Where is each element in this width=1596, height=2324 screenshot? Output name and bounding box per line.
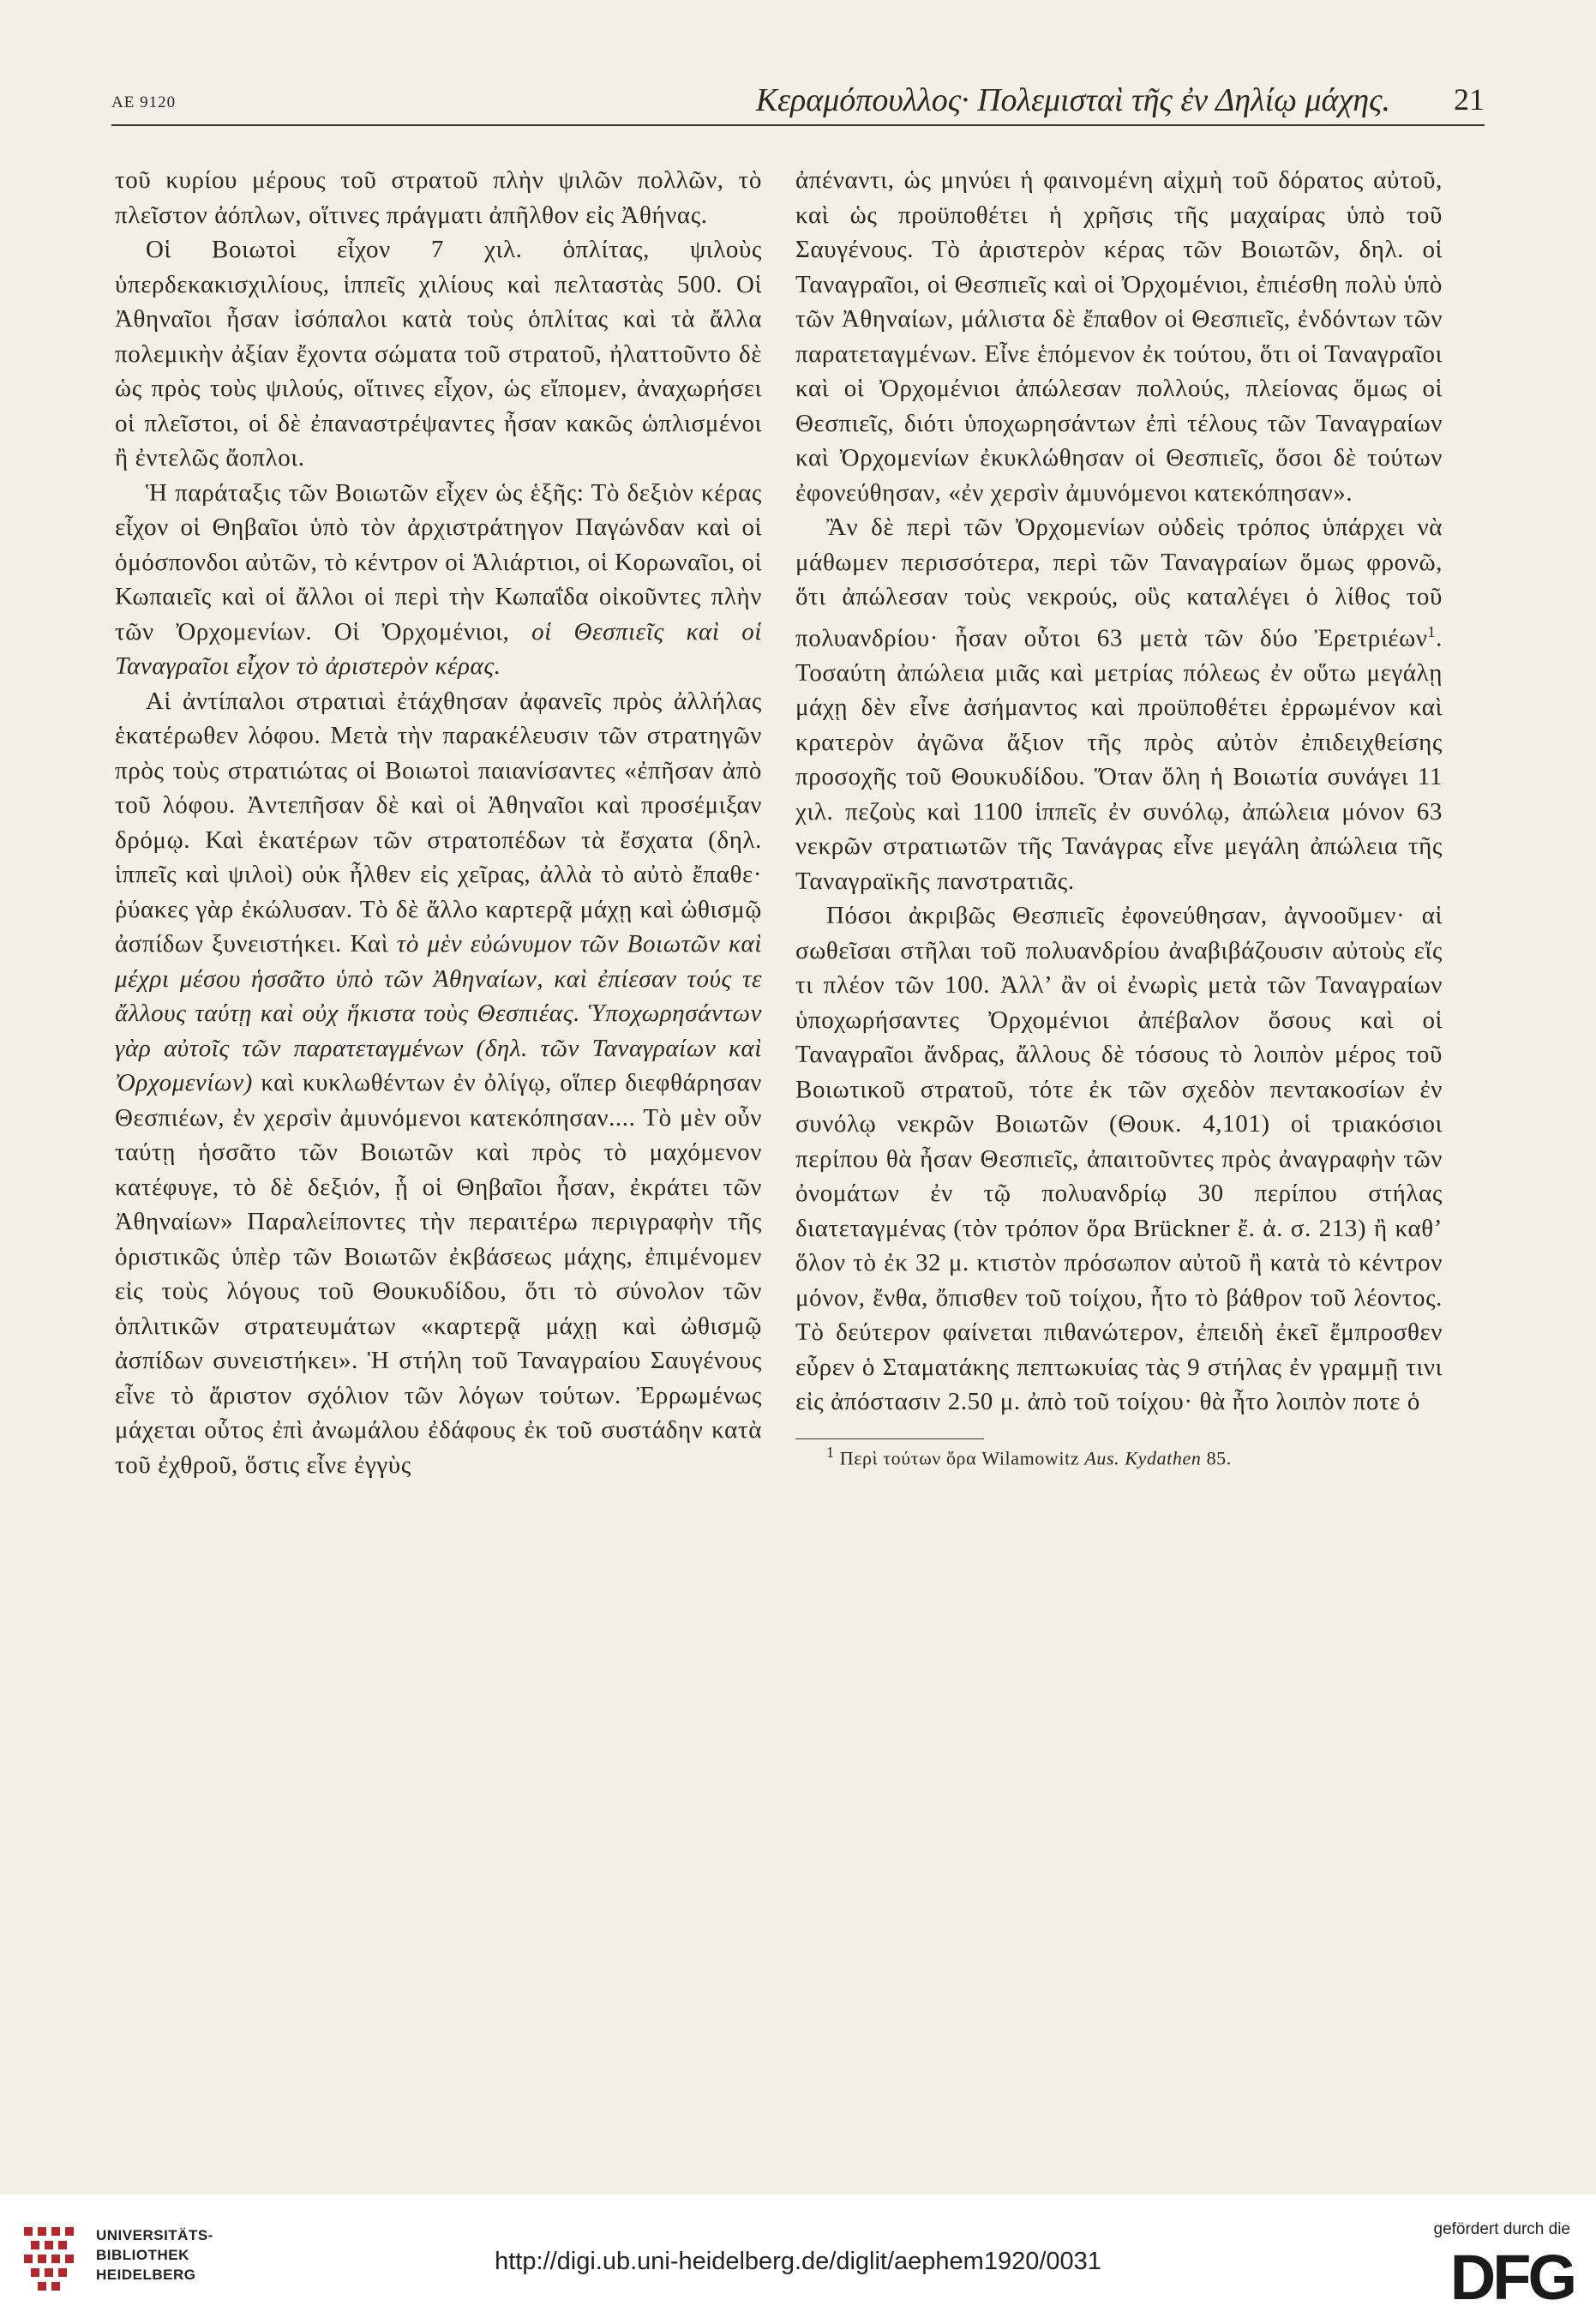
paragraph xyxy=(795,898,1443,1420)
footnote-marker: 1 xyxy=(1427,622,1437,640)
paragraph-text: Αἱ ἀντίπαλοι στρατιαὶ ἐτάχθησαν ἀφανεῖς πρὸς ἀλλήλας ἑκατέρωθεν λόφου. Μετὰ τὴν παρακέλευσιν τῶν στρατηγῶν πρὸς τοὺς στρατιώτας οἱ Βοιωτοὶ παιανίσαντες «ἐπῆσαν ἀπὸ τοῦ λόφου. Ἀντεπῆσαν δὲ καὶ οἱ Ἀθηναῖοι καὶ προσέμιξαν δρόμῳ. Καὶ ἑκατέρων τῶν στρατοπέδων τὰ ἔσχατα (δηλ. ἱππεῖς καὶ ψιλοὶ) οὐκ ἦλθεν εἰς χεῖρας, ἀλλὰ τὸ αὐτὸ ἔπαθε· ῥύακες γὰρ ἐκώλυσαν. Τὸ δὲ ἄλλο καρτερᾷ μάχῃ καὶ ὠθισμῷ ἀσπίδων ξυνειστήκει. Καὶ xyxy=(115,687,762,958)
paragraph-italic: οἱ Θεσπιεῖς καὶ οἱ Ταναγραῖοι εἶχον τὸ ἀριστερὸν κέρας. xyxy=(115,617,762,680)
paragraph-text: Πόσοι ἀκριβῶς Θεσπιεῖς ἐφονεύθησαν, ἀγνοοῦμεν· αἱ σωθεῖσαι στῆλαι τοῦ πολυανδρίου ἀναβιβάζουσιν αὐτοὺς εἴς τι πλέον τῶν 100. Ἀλλ’ ἂν οἱ ἐνωρὶς μετὰ τῶν Ταναγραίων ὑποχωρήσαντες Ὀρχομένιοι ἀπέβαλον ὅσους καὶ οἱ Ταναγραῖοι ἄνδρας, ἄλλους δὲ τόσους τὸ λοιπὸν μέρος τοῦ Βοιωτικοῦ στρατοῦ, τότε ἐκ τῶν σχεδὸν πεντακοσίων ἐν συνόλῳ νεκρῶν Βοιωτῶν (Θουκ. 4,101) οἱ τριακόσιοι περίπου θὰ ἦσαν Θεσπιεῖς, ἀπαιτοῦντες πρὸς ἀναγραφὴν τῶν ὀνομάτων ἐν τῷ πολυανδρίῳ 30 περίπου στήλας διατεταγμένας (τὸν τρόπον ὅρα Brückner ἔ. ἀ. σ. 213) ἢ καθ’ ὅλον τὸ ἐκ 32 μ. κτιστὸν πρόσωπον αὐτοῦ ἢ κατὰ τὸ κέντρον μόνον, ἔνθα, ὄπισθεν τοῦ τοίχου, ἦτο τὸ βάθρον τοῦ λέοντος. Τὸ δεύτερον φαίνεται πιθανώτερον, ἐπειδὴ ἐκεῖ ἔμπροσθεν εὗρεν ὁ Σταματάκης πεπτωκυίας τὰς 9 στήλας ἐν γραμμῇ τινι εἰς ἀπόστασιν 2.50 μ. ἀπὸ τοῦ τοίχου· θὰ ἦτο λοιπὸν ποτε ὁ xyxy=(795,902,1443,1416)
paragraph xyxy=(115,684,762,1483)
paragraph-text: καὶ κυκλωθέντων ἐν ὀλίγῳ, οἵπερ διεφθάρησαν Θεσπιέων, ἐν χερσὶν ἀμυνόμενοι κατεκόπησαν.... Τὸ μὲν οὖν ταύτῃ ἡσσᾶτο τῶν Βοιωτῶν καὶ πρὸς τὸ μαχόμενον κατέφυγε, τὸ δὲ δεξιόν, ᾗ οἱ Θηβαῖοι ἦσαν, ἐκράτει τῶν Ἀθηναίων» Παραλείποντες τὴν περαιτέρω περιγραφὴν τῆς ὁριστικῶς ὑπὲρ τῶν Βοιωτῶν ἐκβάσεως μάχης, ἐπιμένομεν εἰς τοὺς λόγους τοῦ Θουκυδίδου, ὅτι τὸ σύνολον τῶν ὁπλιτικῶν στρατευμάτων «καρτερᾷ μάχῃ καὶ ὠθισμῷ ἀσπίδων συνειστήκει». Ἡ στήλη τοῦ Ταναγραίου Σαυγένους εἶνε τὸ ἄριστον σχόλιον τῶν λόγων τούτων. Ἐρρωμένως μάχεται οὗτος ἐπὶ ἀνωμάλου ἐδάφους ἐκ τοῦ συστάδην κατὰ τοῦ ἐχθροῦ, ὅστις εἶνε ἐγγὺς xyxy=(115,1069,762,1479)
digitization-footer xyxy=(0,2195,1596,2324)
dfg-logo: DFG xyxy=(1449,2242,1574,2313)
library-name-line: BIBLIOTHEK xyxy=(96,2247,189,2263)
paragraph xyxy=(115,163,762,232)
library-name-line: HEIDELBERG xyxy=(96,2267,196,2283)
paragraph xyxy=(795,510,1443,898)
paragraph xyxy=(115,232,762,476)
footnote-italic: Aus. Kydathen xyxy=(1084,1446,1202,1468)
paragraph-text: τοῦ κυρίου μέρους τοῦ στρατοῦ πλὴν ψιλῶν πολλῶν, τὸ πλεῖστον ἀόπλων, οἵτινες πράγματι ἀπῆλθον εἰς Ἀθήνας. xyxy=(115,166,762,229)
source-url-link[interactable]: http://digi.ub.uni-heidelberg.de/diglit/aephem1920/0031 xyxy=(495,2248,1101,2275)
paragraph-italic: τὸ μὲν εὐώνυμον τῶν Βοιωτῶν καὶ μέχρι μέσου ἡσσᾶτο ὑπὸ τῶν Ἀθηναίων, καὶ ἐπίεσαν τούς τε ἄλλους ταύτῃ καὶ οὐχ ἥκιστα τοὺς Θεσπιέας. Ὑποχωρησάντων γὰρ αὐτοῖς τῶν παρατεταγμένων (δηλ. τῶν Ταναγραίων καὶ Ὀρχομενίων) xyxy=(115,930,762,1096)
running-title: Κεραμόπουλλος· Πολεμισταὶ τῆς ἐν Δηλίῳ μάχης. xyxy=(755,82,1390,118)
paragraph-text: ἀπέναντι, ὡς μηνύει ἡ φαινομένη αἰχμὴ τοῦ δόρατος αὐτοῦ, καὶ ὡς προϋποθέτει ἡ χρῆσις τῆς μαχαίρας ὑπὸ τοῦ Σαυγένους. Τὸ ἀριστερὸν κέρας τῶν Βοιωτῶν, δηλ. οἱ Ταναγραῖοι, οἱ Θεσπιεῖς καὶ οἱ Ὀρχομένιοι, ἐπιέσθη πολὺ ὑπὸ τῶν Ἀθηναίων, μάλιστα δὲ ἔπαθον οἱ Θεσπιεῖς, ἐνδόντων τῶν παρατεταγμένων. Εἶνε ἑπόμενον ἐκ τούτου, ὅτι οἱ Ταναγραῖοι καὶ οἱ Ὀρχομένιοι ἀπώλεσαν πολλούς, πλείονας ὅμως οἱ Θεσπιεῖς, διότι ὑποχωρησάντων ἐπὶ τέλους τῶν Ταναγραίων καὶ Ὀρχομενίων ἐκυκλώθησαν οἱ Θεσπιεῖς, ὅσοι δὲ τούτων ἐφονεύθησαν, «ἐν χερσὶν ἀμυνόμενοι κατεκόπησαν». xyxy=(795,166,1443,507)
paragraph-text: Ἂν δὲ περὶ τῶν Ὀρχομενίων οὐδεὶς τρόπος ὑπάρχει νὰ μάθωμεν περισσότερα, περὶ τῶν Ταναγραίων ὅμως φρονῶ, ὅτι ἀπώλεσαν τοὺς νεκρούς, οὓς καταλέγει ὁ λίθος τοῦ πολυανδρίου· ἦσαν οὗτοι 63 μετὰ τῶν δύο Ἐρετριέων xyxy=(795,513,1443,652)
library-name-line: UNIVERSITÄTS- xyxy=(96,2227,213,2243)
paragraph-text: Οἱ Βοιωτοὶ εἶχον 7 χιλ. ὁπλίτας, ψιλοὺς ὑπερδεκακισχιλίους, ἱππεῖς χιλίους καὶ πελταστὰς 500. Οἱ Ἀθηναῖοι ἦσαν ἰσόπαλοι κατὰ τοὺς ὁπλίτας καὶ τὰ ἄλλα πολεμικὴν ἀξίαν ἔχοντα σώματα τοῦ στρατοῦ, ἠλαττοῦντο δὲ ὡς πρὸς τοὺς ψιλούς, οἵτινες εἶχον, ὡς εἴπομεν, ἀναχωρήσει οἱ πλεῖστοι, οἱ δὲ ἐπαναστρέψαντες ἦσαν κακῶς ὡπλισμένοι ἢ ἐντελῶς ἄοπλοι. xyxy=(115,236,762,471)
footnote xyxy=(795,1439,1443,1471)
running-header xyxy=(111,81,1485,126)
paragraph xyxy=(115,476,762,684)
footnote-text: Περὶ τούτων ὅρα Wilamowitz xyxy=(839,1446,1080,1468)
paragraph-text: . Τοσαύτη ἀπώλεια μιᾶς καὶ μετρίας πόλεως ἐν οὕτω μεγάλῃ μάχῃ δὲν εἶνε ἀσήμαντος καὶ προϋποθέτει ἐρρωμένον καὶ κρατερὸν ἀγῶνα ἄξιον τῆς πρὸς αὐτὸν ἐπιδειχθείσης προσοχῆς τοῦ Θουκυδίδου. Ὅταν ὅλη ἡ Βοιωτία συνάγει 11 χιλ. πεζοὺς καὶ 1100 ἱππεῖς ἐν συνόλῳ, ἀπώλεια μόνον 63 νεκρῶν στρατιωτῶν τῆς Τανάγρας εἶνε μεγάλη ἀπώλεια τῆς Ταναγραϊκῆς πανστρατιᾶς. xyxy=(795,624,1443,895)
paragraph-text: Ἡ παράταξις τῶν Βοιωτῶν εἶχεν ὡς ἑξῆς: Τὸ δεξιὸν κέρας εἶχον οἱ Θηβαῖοι ὑπὸ τὸν ἀρχιστράτηγον Παγώνδαν καὶ οἱ ὁμόσπονδοι αὐτῶν, τὸ κέντρον οἱ Ἁλιάρτιοι, οἱ Κορωναῖοι, οἱ Κωπαιεῖς καὶ οἱ ἄλλοι οἱ περὶ τὴν Κωπαΐδα οἰκοῦντες πλὴν τῶν Ὀρχομενίων. Οἱ Ὀρχομένιοι, xyxy=(115,478,762,646)
footnote-number: 1 xyxy=(826,1443,835,1461)
footnote-text: 85. xyxy=(1206,1446,1232,1468)
paragraph xyxy=(795,163,1443,510)
left-column xyxy=(115,163,762,1482)
right-column xyxy=(795,163,1443,1471)
page-number: 21 xyxy=(1454,82,1485,117)
funded-by-label: gefördert durch die xyxy=(1433,2220,1570,2238)
journal-code: ΑΕ 9120 xyxy=(111,93,177,111)
